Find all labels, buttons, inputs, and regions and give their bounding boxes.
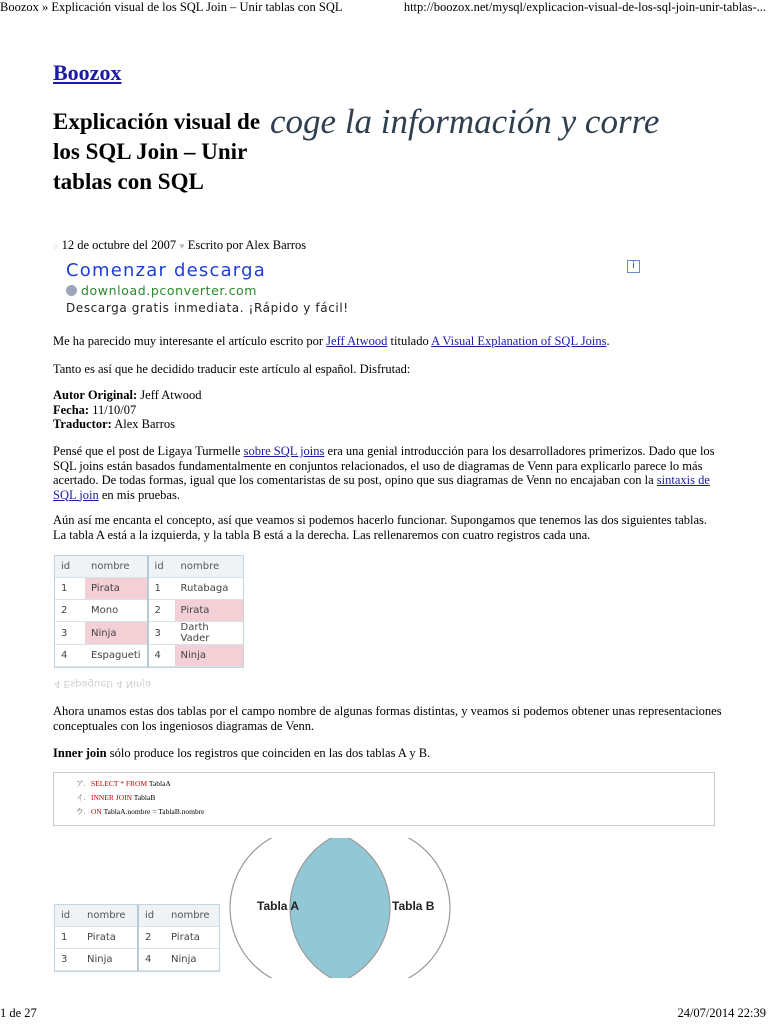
ligaya-text-3: en mis pruebas. xyxy=(98,487,180,502)
cell: Darth Vader xyxy=(175,622,243,645)
site-name-link[interactable]: Boozox xyxy=(53,60,122,85)
calendar-icon: ○ xyxy=(53,241,59,251)
table-row xyxy=(55,645,243,667)
autor-label: Autor Original: xyxy=(53,388,138,402)
header-cell: nombre xyxy=(85,556,148,578)
cell: 4 xyxy=(55,645,85,667)
table-a-b xyxy=(54,555,244,668)
sql-keyword: INNER JOIN xyxy=(91,793,133,802)
ligaya-text-2: era una genial introducción para los desarrolladores primerizos. Dado que los SQL joins están basados fundamentalmente en conjuntos relacionados, el uso de diagramas de Venn para explicarlo parece lo más acertado. De todas formas, igual que los comentaristas de su post, opino que sus diagramas de Venn no encajaban con la xyxy=(53,444,715,487)
author-icon: ♥ xyxy=(179,241,185,251)
venn-label-b: Tabla B xyxy=(392,899,435,913)
traductor-label: Traductor: xyxy=(53,417,112,431)
sql-text: TablaA xyxy=(147,779,171,788)
translation-paragraph: Tanto es así que he decidido traducir este artículo al español. Disfrutad: xyxy=(53,362,411,376)
header-cell: nombre xyxy=(175,556,243,578)
line-number: イ. xyxy=(76,793,86,802)
join-intro-paragraph: Ahora unamos estas dos tablas por el campo nombre de algunas formas distintas, y veamos si podemos obtener unas representaciones conceptuales con los ingeniosos diagramas de Venn. xyxy=(53,704,722,733)
sql-text: TablaA.nombre = TablaB.nombre xyxy=(101,807,205,816)
cell: Rutabaga xyxy=(175,578,243,600)
intro-text: Me ha parecido muy interesante el artículo escrito por xyxy=(53,334,327,348)
sintaxis-sql-join-link[interactable]: sintaxis de SQL join xyxy=(53,473,710,502)
table-row xyxy=(55,578,243,600)
post-title: Explicación visual de los SQL Join – Unir tablas con SQL xyxy=(53,109,261,194)
ad-url-text: download.pconverter.com xyxy=(81,283,258,298)
table-header-row xyxy=(55,905,219,927)
cell: 3 xyxy=(148,622,175,645)
ad-description: Descarga gratis inmediata. ¡Rápido y fácil! xyxy=(66,301,349,315)
code-line xyxy=(76,791,714,805)
cell: Ninja xyxy=(81,949,138,971)
site-tagline: coge la información y corre xyxy=(270,102,660,141)
intro-text-2: titulado xyxy=(387,334,432,348)
post-author: Escrito por Alex Barros xyxy=(187,238,307,252)
cell-highlight: Ninja xyxy=(175,645,243,667)
ad-info-icon[interactable]: i xyxy=(627,260,640,273)
sql-keyword: SELECT * FROM xyxy=(91,779,148,788)
post-date: 12 de octubre del 2007 xyxy=(61,238,177,252)
cell-highlight: Pirata xyxy=(175,600,243,622)
autor-value: Jeff Atwood xyxy=(137,388,202,402)
visual-explanation-link[interactable]: A Visual Explanation of SQL Joins xyxy=(431,334,607,348)
cell: 3 xyxy=(55,949,81,971)
inner-join-result-table xyxy=(54,904,220,972)
sql-code-block xyxy=(53,772,715,826)
table-row xyxy=(55,600,243,622)
cell: Pirata xyxy=(81,927,138,949)
venn-diagram xyxy=(225,838,455,978)
cell: 1 xyxy=(148,578,175,600)
line-number: ア. xyxy=(76,779,86,788)
print-header-url: http://boozox.net/mysql/explicacion-visual-de-los-sql-join-unir-tablas-... xyxy=(403,0,766,14)
ad-title[interactable]: Comenzar descarga xyxy=(66,260,266,281)
traductor-value: Alex Barros xyxy=(111,417,175,431)
tables-intro-paragraph: Aún así me encanta el concepto, así que veamos si podemos hacerlo funcionar. Supongamos que tenemos las dos siguientes tablas. La tabla A está a la izquierda, y la tabla B está a la derecha. Las rellenaremos con cuatro registros cada una. xyxy=(53,513,708,542)
sql-keyword: ON xyxy=(91,807,102,816)
intro-paragraph xyxy=(53,334,723,349)
venn-label-a: Tabla A xyxy=(257,899,300,913)
table-row xyxy=(55,949,219,971)
code-line xyxy=(76,777,714,791)
cell: 2 xyxy=(148,600,175,622)
cell: 4 xyxy=(138,949,165,971)
header-cell: id xyxy=(148,556,175,578)
ligaya-paragraph xyxy=(53,444,723,502)
globe-icon xyxy=(66,285,77,296)
cell: 1 xyxy=(55,927,81,949)
cell: Mono xyxy=(85,600,148,622)
cell: 4 xyxy=(148,645,175,667)
cell: 2 xyxy=(55,600,85,622)
sobre-sql-joins-link[interactable]: sobre SQL joins xyxy=(243,444,325,458)
sql-text: TablaB xyxy=(132,793,156,802)
ligaya-text: Pensé que el post de Ligaya Turmelle xyxy=(53,444,244,458)
table-reflection: 4 Espagueti 4 Ninja xyxy=(54,678,152,689)
jeff-atwood-link[interactable]: Jeff Atwood xyxy=(326,334,388,348)
header-cell: id xyxy=(55,905,81,927)
print-footer-datetime: 24/07/2014 22:39 xyxy=(677,1006,766,1020)
header-cell: id xyxy=(55,556,85,578)
fecha-value: 11/10/07 xyxy=(89,402,137,417)
inner-join-paragraph xyxy=(53,746,723,761)
print-header-title: Boozox » Explicación visual de los SQL Join – Unir tablas con SQL xyxy=(0,0,343,14)
cell-highlight: Pirata xyxy=(85,578,148,600)
print-footer-page: 1 de 27 xyxy=(0,1006,37,1020)
table-row xyxy=(55,622,243,645)
intro-text-3: . xyxy=(606,334,610,348)
cell: 2 xyxy=(138,927,165,949)
fecha-label: Fecha: xyxy=(53,402,90,417)
cell: Espagueti xyxy=(85,645,148,667)
header-cell: nombre xyxy=(165,905,219,927)
cell: Pirata xyxy=(165,927,219,949)
credits-block xyxy=(53,388,723,432)
table-header-row xyxy=(55,556,243,578)
cell-highlight: Ninja xyxy=(85,622,148,645)
line-number: ウ. xyxy=(76,807,86,816)
inner-join-text: sólo produce los registros que coinciden en las dos tablas A y B. xyxy=(106,746,431,760)
header-cell: id xyxy=(138,905,165,927)
code-line xyxy=(76,805,714,819)
ad-block[interactable] xyxy=(66,260,349,315)
cell: 3 xyxy=(55,622,85,645)
cell: Ninja xyxy=(165,949,219,971)
table-row xyxy=(55,927,219,949)
inner-join-label: Inner join xyxy=(53,746,107,760)
cell: 1 xyxy=(55,578,85,600)
post-meta xyxy=(53,238,306,253)
ad-url[interactable] xyxy=(66,283,349,298)
header-cell: nombre xyxy=(81,905,138,927)
